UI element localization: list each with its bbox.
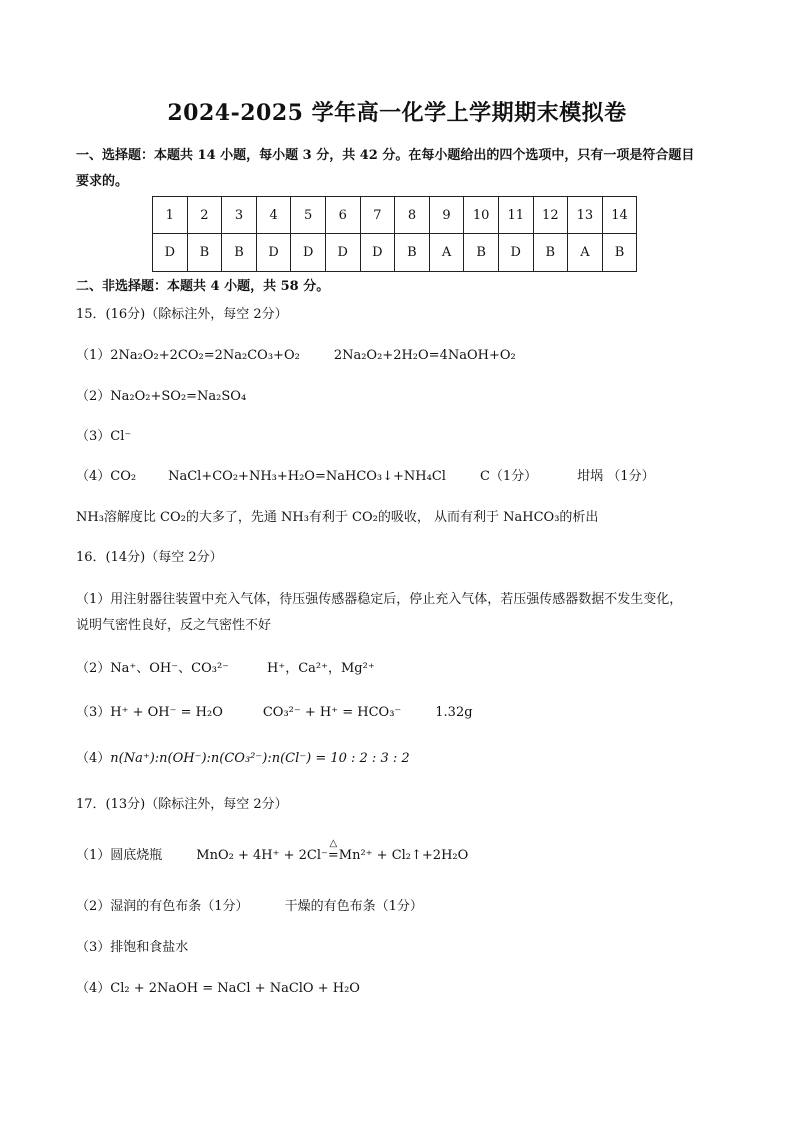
answer-cell: D [291,234,326,272]
q15-part4-explanation: NH₃溶解度比 CO₂的大多了，先通 NH₃有利于 CO₂的吸收， 从而有利于 NaHCO₃的析出 [76,510,599,525]
answer-cell: D [256,234,291,272]
page-title: 2024-2025 学年高一化学上学期期末模拟卷 [167,100,627,126]
answer-table [152,196,637,272]
answer: CO₂ [110,469,137,484]
answer-cell: D [498,234,533,272]
q16-part3 [76,701,473,720]
equation: Cl₂ + 2NaOH = NaCl + NaClO + H₂O [110,981,360,996]
q16-part1-line1: （1）用注射器往装置中充入气体，待压强传感器稳定后，停止充入气体，若压强传感器数据不发生变化， [76,592,683,607]
answer-cell: B [464,234,499,272]
reaction-condition [327,838,339,863]
section1-instructions-line1: 一、选择题：本题共 14 小题，每小题 3 分，共 42 分。在每小题给出的四个选项中，只有一项是符合题目 [76,148,695,163]
answer: Cl⁻ [110,429,132,444]
answer-cell: D [325,234,360,272]
part-label: （2） [76,389,111,404]
answer: 圆底烧瓶 [110,848,163,863]
answer: C（1分） [479,469,538,484]
equation: H⁺ + OH⁻ = H₂O [110,705,223,720]
q15-part1 [76,344,516,363]
heat-symbol: △ [329,838,338,849]
question-number-cell: 9 [429,197,464,234]
answer-cell: D [360,234,395,272]
part-label: （1） [76,348,111,363]
answer-table-number-row [153,197,637,234]
question-number-cell: 6 [325,197,360,234]
part-label: （4） [76,981,111,996]
question-number-cell: 8 [395,197,430,234]
equation: Na₂O₂+SO₂=Na₂SO₄ [110,389,247,404]
q15-part2 [76,385,246,404]
answer-cell: B [533,234,568,272]
answer: Na⁺、OH⁻、CO₃²⁻ [110,661,230,676]
answer: 干燥的有色布条（1分） [284,899,423,914]
answer-cell: B [187,234,222,272]
answer-cell: A [429,234,464,272]
equation-left: MnO₂ + 4H⁺ + 2Cl⁻ [196,848,328,863]
answer-cell: B [395,234,430,272]
ratio-expression: n(Na⁺):n(OH⁻):n(CO₃²⁻):n(Cl⁻) = 10 : 2 : 3 : 2 [110,751,410,766]
question-number-cell: 5 [291,197,326,234]
question-number-cell: 1 [153,197,188,234]
question-number-cell: 11 [498,197,533,234]
part-label: （4） [76,469,111,484]
q15-header: 15．(16分)（除标注外，每空 2分） [76,307,288,322]
q17-part2 [76,895,423,914]
q16-header: 16．(14分)（每空 2分） [76,550,223,565]
part-label: （2） [76,661,111,676]
question-number-cell: 14 [602,197,637,234]
answer-cell: D [153,234,188,272]
part-label: （4） [76,751,111,766]
q16-part4 [76,747,410,766]
q17-part3 [76,936,188,955]
q17-header: 17．(13分)（除标注外，每空 2分） [76,797,288,812]
answer: H⁺，Ca²⁺，Mg²⁺ [267,661,375,676]
question-number-cell: 12 [533,197,568,234]
q17-part4 [76,977,360,996]
question-number-cell: 3 [222,197,257,234]
answer: 1.32g [435,705,473,720]
answer: 湿润的有色布条（1分） [110,899,249,914]
q16-part1-line2: 说明气密性良好，反之气密性不好 [76,618,272,633]
answer: 坩埚 （1分） [577,469,655,484]
answer-cell: B [602,234,637,272]
equation: 2Na₂O₂+2CO₂=2Na₂CO₃+O₂ [110,348,300,363]
answer-cell: B [222,234,257,272]
part-label: （1） [76,848,111,863]
question-number-cell: 2 [187,197,222,234]
section1-instructions-line2: 要求的。 [76,174,129,189]
question-number-cell: 10 [464,197,499,234]
question-number-cell: 7 [360,197,395,234]
question-number-cell: 4 [256,197,291,234]
equals-sign: = [327,848,339,863]
part-label: （3） [76,940,111,955]
answer: 排饱和食盐水 [110,940,189,955]
question-number-cell: 13 [568,197,603,234]
q17-part1 [76,838,469,863]
section2-instructions: 二、非选择题：本题共 4 小题，共 58 分。 [76,279,330,294]
equation: 2Na₂O₂+2H₂O=4NaOH+O₂ [333,348,516,363]
q15-part4 [76,465,655,484]
answer-table-answer-row [153,234,637,272]
part-label: （2） [76,899,111,914]
equation-right: Mn²⁺ + Cl₂↑+2H₂O [338,848,469,863]
part-label: （3） [76,705,111,720]
equation: CO₃²⁻ + H⁺ = HCO₃⁻ [262,705,402,720]
q15-part3 [76,425,131,444]
answer-cell: A [568,234,603,272]
part-label: （3） [76,429,111,444]
equation: NaCl+CO₂+NH₃+H₂O=NaHCO₃↓+NH₄Cl [168,469,446,484]
q16-part2 [76,657,375,676]
